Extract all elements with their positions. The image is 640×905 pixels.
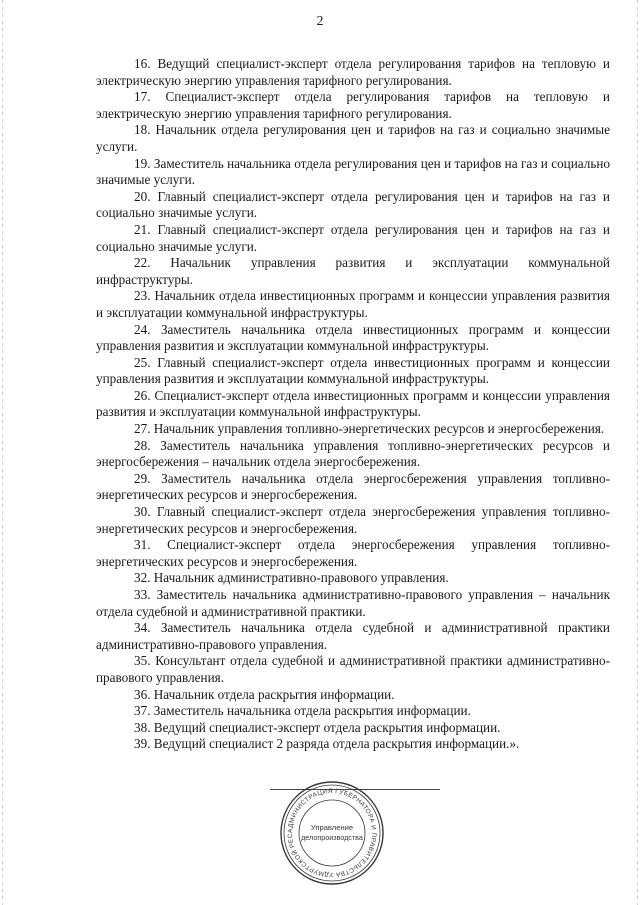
list-item: 18. Начальник отдела регулирования цен и тарифов на газ и социально значимые услуги. — [96, 122, 610, 154]
list-item: 27. Начальник управления топливно-энергетических ресурсов и энергосбережения. — [134, 421, 605, 437]
list-item: 24. Заместитель начальника отдела инвестиционных программ и концессии управления развития и эксплуатации коммунальной инфраструктуры. — [96, 321, 610, 354]
list-item: 16. Ведущий специалист-эксперт отдела регулирования тарифов на тепловую и электрическую энергию управления тарифного регулирования. — [96, 56, 610, 88]
list-item: 38. Ведущий специалист-эксперт отдела раскрытия информации. — [134, 719, 501, 735]
list-item: 29. Заместитель начальника отдела энергосбережения управления топливно-энергетических ресурсов и энергосбережения. — [96, 470, 610, 503]
list-item: 33. Заместитель начальника административно-правового управления – начальник отдела судебной и административной практики. — [96, 587, 610, 619]
list-item: 21. Главный специалист-эксперт отдела регулирования цен и тарифов на газ и социально значимые услуги. — [96, 221, 610, 254]
page-number: 2 — [316, 14, 324, 29]
stamp-center-line1: Управление — [310, 823, 354, 832]
document-body — [96, 56, 610, 753]
stamp-seal-icon — [279, 780, 385, 886]
scan-edge-left — [2, 0, 3, 905]
list-item: 19. Заместитель начальника отдела регулирования цен и тарифов на газ и социально значимые услуги. — [96, 155, 610, 188]
office-stamp — [279, 780, 385, 886]
list-item: 30. Главный специалист-эксперт отдела энергосбережения управления топливно-энергетических ресурсов и энергосбережения. — [96, 504, 610, 536]
list-item: 28. Заместитель начальника управления топливно-энергетических ресурсов и энергосбережения – начальник отдела энергосбережения. — [96, 437, 610, 470]
scan-edge-right — [637, 0, 638, 905]
list-item: 17. Специалист-эксперт отдела регулирования тарифов на тепловую и электрическую энергию управления тарифного регулирования. — [96, 89, 610, 121]
stamp-ring-text: АДМИНИСТРАЦИЯ ГУБЕРНАТОРА И ПРАВИТЕЛЬСТВА УДМУРТСКОЙ РЕС — [286, 787, 378, 879]
list-item: 36. Начальник отдела раскрытия информации. — [134, 686, 395, 702]
list-item: 25. Главный специалист-эксперт отдела инвестиционных программ и концессии управления развития и эксплуатации коммунальной инфраструктуры. — [96, 354, 610, 387]
stamp-center-line2: делопроизводства — [301, 833, 363, 842]
list-item: 23. Начальник отдела инвестиционных программ и концессии управления развития и эксплуатации коммунальной инфраструктуры. — [96, 288, 610, 320]
list-item: 20. Главный специалист-эксперт отдела регулирования цен и тарифов на газ и социально значимые услуги. — [96, 188, 610, 221]
list-item: 26. Специалист-эксперт отдела инвестиционных программ и концессии управления развития и эксплуатации коммунальной инфраструктуры. — [96, 387, 610, 420]
list-item: 35. Консультант отдела судебной и административной практики административно-правового управления. — [96, 653, 610, 685]
list-item: 31. Специалист-эксперт отдела энергосбережения управления топливно-энергетических ресурсов и энергосбережения. — [96, 537, 610, 569]
list-item: 22. Начальник управления развития и эксплуатации коммунальной инфраструктуры. — [96, 255, 610, 287]
list-item: 37. Заместитель начальника отдела раскрытия информации. — [134, 703, 471, 719]
list-item: 32. Начальник административно-правового управления. — [134, 570, 449, 586]
list-item: 39. Ведущий специалист 2 разряда отдела раскрытия информации.». — [134, 736, 520, 752]
list-item: 34. Заместитель начальника отдела судебной и административной практики административно-правового управления. — [96, 620, 610, 652]
